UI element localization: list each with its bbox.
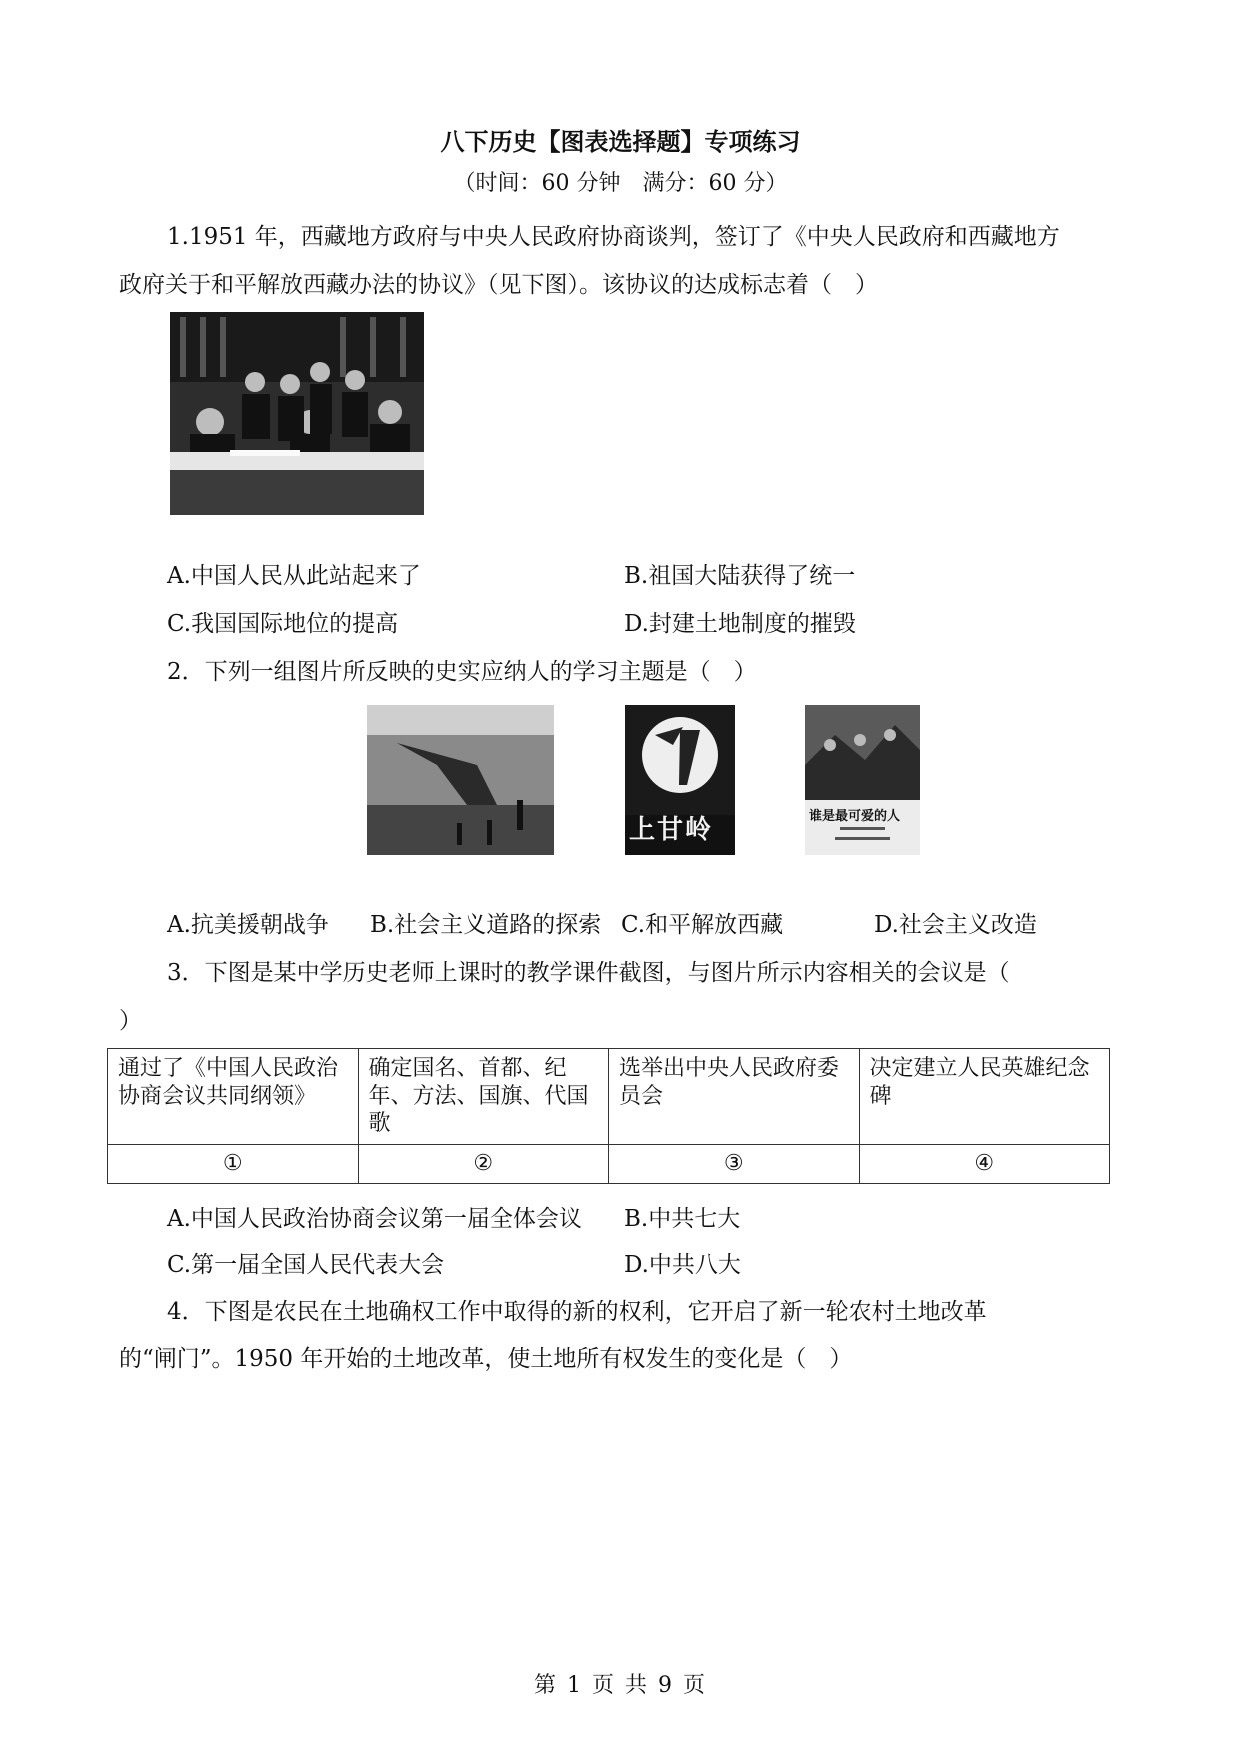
table-cell: 选举出中央人民政府委员会 — [609, 1049, 860, 1145]
page-title: 八下历史【图表选择题】专项练习 — [440, 127, 801, 156]
q2-photo-crossing — [367, 705, 554, 855]
page-number-footer: 第 1 页 共 9 页 — [534, 1673, 707, 1698]
q4-stem-line2: 的“闸门”。1950 年开始的土地改革，使土地所有权发生的变化是（ ） — [119, 1346, 853, 1372]
q3-option-d: D.中共八大 — [624, 1252, 741, 1278]
q1-option-b: B.祖国大陆获得了统一 — [624, 563, 856, 589]
table-cell: 决定建立人民英雄纪念碑 — [859, 1049, 1110, 1145]
q2-stem: 2．下列一组图片所反映的史实应纳人的学习主题是（ ） — [167, 659, 757, 685]
q2-option-b: B.社会主义道路的探索 — [370, 912, 602, 938]
table-cell-number: ③ — [609, 1144, 860, 1183]
table-cell-number: ① — [108, 1144, 359, 1183]
page-subtitle: （时间：60 分钟 满分：60 分） — [453, 171, 788, 196]
q3-stem-line1: 3．下图是某中学历史老师上课时的教学课件截图，与图片所示内容相关的会议是（ — [167, 960, 1010, 986]
q2-poster2-text: 谁是最可爱的人 — [809, 809, 901, 824]
q3-stem-line2: ） — [119, 1008, 142, 1034]
q1-stem-line1: 1.1951 年，西藏地方政府与中央人民政府协商谈判，签订了《中央人民政府和西藏地方 — [167, 224, 1060, 250]
q1-stem-line2: 政府关于和平解放西藏办法的协议》（见下图）。该协议的达成标志着（ ） — [119, 272, 878, 298]
table-cell: 确定国名、首都、纪年、方法、国旗、代国歌 — [358, 1049, 609, 1145]
q1-option-d: D.封建土地制度的摧毁 — [624, 611, 856, 637]
q3-option-c: C.第一届全国人民代表大会 — [167, 1252, 445, 1278]
q3-option-b: B.中共七大 — [624, 1206, 741, 1232]
q2-poster-shangganling — [625, 705, 735, 855]
table-cell: 通过了《中国人民政治协商会议共同纲领》 — [108, 1049, 359, 1145]
poster-small-print — [835, 837, 890, 840]
table-row — [108, 1049, 1110, 1145]
q3-option-a: A.中国人民政治协商会议第一届全体会议 — [167, 1206, 582, 1232]
q2-option-a: A.抗美援朝战争 — [167, 912, 329, 938]
q2-poster-most-beloved — [805, 705, 920, 855]
poster-small-print — [840, 827, 885, 830]
q3-courseware-table — [107, 1048, 1110, 1184]
q2-poster1-text: 上甘岭 — [629, 815, 714, 845]
table-cell-number: ④ — [859, 1144, 1110, 1183]
q1-option-a: A.中国人民从此站起来了 — [167, 563, 421, 589]
q1-option-c: C.我国国际地位的提高 — [167, 611, 399, 637]
q4-stem-line1: 4．下图是农民在土地确权工作中取得的新的权利，它开启了新一轮农村土地改革 — [167, 1299, 987, 1325]
q2-option-d: D.社会主义改造 — [874, 912, 1037, 938]
q2-option-c: C.和平解放西藏 — [621, 912, 784, 938]
table-row — [108, 1144, 1110, 1183]
table-cell-number: ② — [358, 1144, 609, 1183]
q1-signing-photo — [170, 312, 424, 515]
